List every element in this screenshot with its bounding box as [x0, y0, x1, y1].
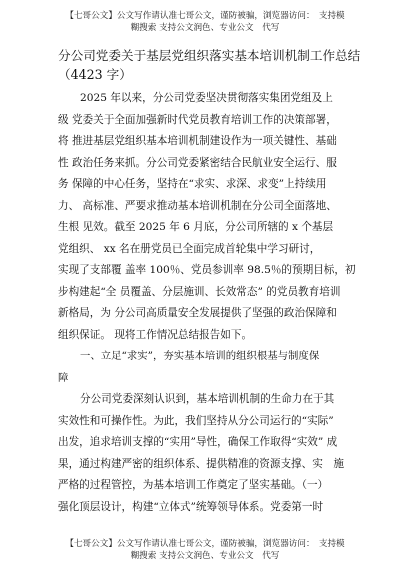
body-line: 实效性和可操作性。为此，我们坚持从分公司运行的“实际” [58, 414, 334, 427]
body-line: 果，通过构建严密的组织体系、提供精准的资源支撑、实 施 [58, 457, 345, 470]
footer-banner-line-2: 糊搜索 支持公文润色、专业公文 代写 [130, 551, 280, 561]
document-title [58, 46, 378, 84]
body-line: 党组织、 xx 名在册党员已全面完成首轮集中学习研讨， [58, 242, 321, 255]
body-line: 步构建起“全 员覆盖、分层施训、长效常态” 的党员教育培训 [58, 285, 341, 298]
header-banner-line-1: 【七哥公文】公文写作请认准七哥公文，谨防被骗，浏览器访问： 支持模 [65, 11, 345, 21]
footer-banner [0, 538, 410, 562]
body-line: 实现了支部覆 盖率 100％、党员参训率 98.5％的预期目标，初 [58, 264, 356, 276]
body-line: 强化顶层设计，构建“立体式”统筹领导体系。党委第一时 [58, 500, 324, 513]
section-heading: 一、立足“求实”，夯实基本培训的组织根基与制度保 [80, 350, 320, 362]
body-line: 级 党委关于全面加强新时代党员教育培训工作的决策部署， [58, 113, 337, 126]
header-banner-line-2: 糊搜索 支持公文润色、专业公文 代写 [130, 23, 280, 33]
body-line: 生根 见效。截至 2025 年 6 月底，分公司所辖的 x 个基层 [58, 221, 334, 233]
body-line: 务 保障的中心任务，坚持在“求实、求深、求变”上持续用 [58, 178, 327, 190]
body-line: 将 推进基层党组织基本培训机制建设作为一项关键性、基础 [58, 135, 337, 147]
body-line: 分公司党委深刻认识到，基本培训机制的生命力在于其 [80, 393, 335, 405]
document-title-line-2: （4423 字） [58, 67, 132, 82]
document-title-line-1: 分公司党委关于基层党组织落实基本培训机制工作总结 [58, 48, 361, 63]
body-line: 性 政治任务来抓。分公司党委紧密结合民航业安全运行、服 [58, 156, 337, 169]
header-banner [0, 10, 410, 34]
document-body [58, 88, 362, 518]
body-line: 组织保证。 现将工作情况总结报告如下。 [58, 328, 253, 341]
body-line: 2025 年以来，分公司党委坚决贯彻落实集团党组及上 [80, 92, 333, 104]
body-line: 严格的过程管控，为基本培训工作奠定了坚实基础。（一） [58, 479, 329, 491]
body-line: 新格局，为 分公司高质量安全发展提供了坚强的政治保障和 [58, 307, 337, 319]
body-line: 力、 高标准、严要求推动基本培训机制在分公司全面落地、 [58, 199, 337, 212]
footer-banner-line-1: 【七哥公文】公文写作请认准七哥公文，谨防被骗，浏览器访问： 支持模 [65, 539, 345, 549]
section-heading-continued: 障 [58, 371, 69, 384]
body-line: 出发，追求培训支撑的“实用”导性，确保工作取得“实效” 成 [58, 436, 338, 448]
